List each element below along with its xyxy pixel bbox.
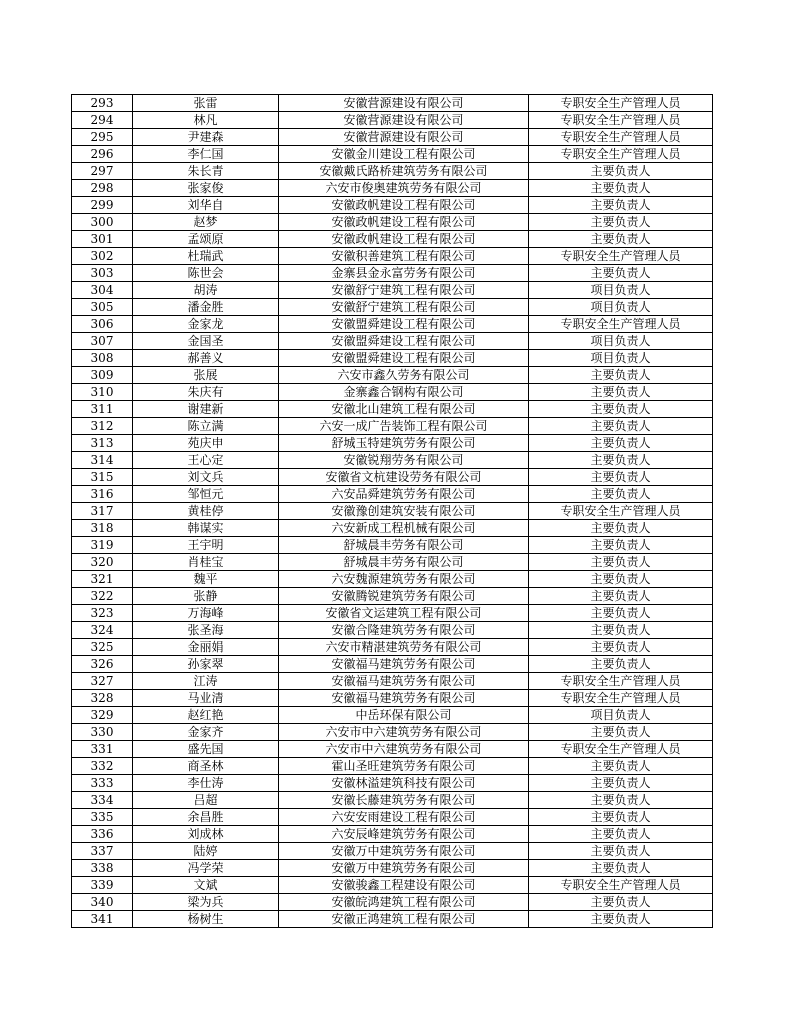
table-row xyxy=(72,673,713,690)
company-name-cell: 舒城晨丰劳务有限公司 xyxy=(279,537,529,554)
table-row xyxy=(72,792,713,809)
table-row xyxy=(72,554,713,571)
table-row xyxy=(72,163,713,180)
company-name-cell: 金寨县金永富劳务有限公司 xyxy=(279,265,529,282)
company-name-cell: 六安一成广告装饰工程有限公司 xyxy=(279,418,529,435)
table-row xyxy=(72,180,713,197)
person-name-cell: 张静 xyxy=(133,588,279,605)
company-name-cell: 金寨鑫合钢构有限公司 xyxy=(279,384,529,401)
company-name-cell: 安徽福马建筑劳务有限公司 xyxy=(279,690,529,707)
person-name-cell: 梁为兵 xyxy=(133,894,279,911)
table-row xyxy=(72,384,713,401)
person-name-cell: 黄桂停 xyxy=(133,503,279,520)
row-number-cell: 322 xyxy=(72,588,133,605)
company-name-cell: 安徽戴氏路桥建筑劳务有限公司 xyxy=(279,163,529,180)
row-number-cell: 297 xyxy=(72,163,133,180)
row-number-cell: 336 xyxy=(72,826,133,843)
role-cell: 主要负责人 xyxy=(529,826,713,843)
role-cell: 专职安全生产管理人员 xyxy=(529,112,713,129)
table-row xyxy=(72,894,713,911)
company-name-cell: 六安辰峰建筑劳务有限公司 xyxy=(279,826,529,843)
table-row xyxy=(72,299,713,316)
row-number-cell: 317 xyxy=(72,503,133,520)
company-name-cell: 安徽腾锐建筑劳务有限公司 xyxy=(279,588,529,605)
row-number-cell: 295 xyxy=(72,129,133,146)
company-name-cell: 安徽长藤建筑劳务有限公司 xyxy=(279,792,529,809)
role-cell: 项目负责人 xyxy=(529,333,713,350)
row-number-cell: 309 xyxy=(72,367,133,384)
person-name-cell: 魏平 xyxy=(133,571,279,588)
row-number-cell: 313 xyxy=(72,435,133,452)
row-number-cell: 306 xyxy=(72,316,133,333)
table-row xyxy=(72,231,713,248)
company-name-cell: 安徽盟舜建设工程有限公司 xyxy=(279,316,529,333)
role-cell: 主要负责人 xyxy=(529,792,713,809)
role-cell: 主要负责人 xyxy=(529,724,713,741)
person-name-cell: 谢建新 xyxy=(133,401,279,418)
row-number-cell: 293 xyxy=(72,95,133,112)
table-row xyxy=(72,214,713,231)
person-name-cell: 郝善义 xyxy=(133,350,279,367)
row-number-cell: 320 xyxy=(72,554,133,571)
company-name-cell: 安徽政帆建设工程有限公司 xyxy=(279,214,529,231)
company-name-cell: 舒城晨丰劳务有限公司 xyxy=(279,554,529,571)
row-number-cell: 332 xyxy=(72,758,133,775)
role-cell: 专职安全生产管理人员 xyxy=(529,316,713,333)
person-name-cell: 胡涛 xyxy=(133,282,279,299)
role-cell: 主要负责人 xyxy=(529,639,713,656)
row-number-cell: 302 xyxy=(72,248,133,265)
person-name-cell: 陈世会 xyxy=(133,265,279,282)
role-cell: 项目负责人 xyxy=(529,299,713,316)
person-name-cell: 余昌胜 xyxy=(133,809,279,826)
table-row xyxy=(72,656,713,673)
table-row xyxy=(72,129,713,146)
company-name-cell: 安徽营源建设有限公司 xyxy=(279,129,529,146)
company-name-cell: 安徽营源建设有限公司 xyxy=(279,95,529,112)
row-number-cell: 310 xyxy=(72,384,133,401)
role-cell: 主要负责人 xyxy=(529,452,713,469)
role-cell: 主要负责人 xyxy=(529,197,713,214)
person-name-cell: 金丽娟 xyxy=(133,639,279,656)
role-cell: 项目负责人 xyxy=(529,707,713,724)
role-cell: 主要负责人 xyxy=(529,469,713,486)
company-name-cell: 安徽锐翔劳务有限公司 xyxy=(279,452,529,469)
row-number-cell: 326 xyxy=(72,656,133,673)
company-name-cell: 安徽北山建筑工程有限公司 xyxy=(279,401,529,418)
table-row xyxy=(72,95,713,112)
role-cell: 主要负责人 xyxy=(529,537,713,554)
company-name-cell: 安徽省文杭建设劳务有限公司 xyxy=(279,469,529,486)
role-cell: 专职安全生产管理人员 xyxy=(529,741,713,758)
person-name-cell: 赵红艳 xyxy=(133,707,279,724)
personnel-table xyxy=(71,94,713,928)
role-cell: 主要负责人 xyxy=(529,163,713,180)
company-name-cell: 安徽金川建设工程有限公司 xyxy=(279,146,529,163)
role-cell: 专职安全生产管理人员 xyxy=(529,690,713,707)
table-row xyxy=(72,724,713,741)
company-name-cell: 安徽盟舜建设工程有限公司 xyxy=(279,350,529,367)
role-cell: 主要负责人 xyxy=(529,265,713,282)
table-row xyxy=(72,622,713,639)
company-name-cell: 六安安雨建设工程有限公司 xyxy=(279,809,529,826)
person-name-cell: 邹恒元 xyxy=(133,486,279,503)
company-name-cell: 舒城玉特建筑劳务有限公司 xyxy=(279,435,529,452)
company-name-cell: 六安魏源建筑劳务有限公司 xyxy=(279,571,529,588)
company-name-cell: 六安品舜建筑劳务有限公司 xyxy=(279,486,529,503)
row-number-cell: 329 xyxy=(72,707,133,724)
role-cell: 主要负责人 xyxy=(529,775,713,792)
person-name-cell: 林凡 xyxy=(133,112,279,129)
table-row xyxy=(72,282,713,299)
role-cell: 主要负责人 xyxy=(529,622,713,639)
role-cell: 主要负责人 xyxy=(529,401,713,418)
row-number-cell: 337 xyxy=(72,843,133,860)
row-number-cell: 327 xyxy=(72,673,133,690)
person-name-cell: 万海峰 xyxy=(133,605,279,622)
role-cell: 主要负责人 xyxy=(529,418,713,435)
row-number-cell: 315 xyxy=(72,469,133,486)
row-number-cell: 319 xyxy=(72,537,133,554)
person-name-cell: 刘文兵 xyxy=(133,469,279,486)
table-row xyxy=(72,265,713,282)
person-name-cell: 刘华自 xyxy=(133,197,279,214)
company-name-cell: 安徽营源建设有限公司 xyxy=(279,112,529,129)
role-cell: 主要负责人 xyxy=(529,894,713,911)
table-row xyxy=(72,367,713,384)
company-name-cell: 安徽合隆建筑劳务有限公司 xyxy=(279,622,529,639)
company-name-cell: 六安市精湛建筑劳务有限公司 xyxy=(279,639,529,656)
role-cell: 专职安全生产管理人员 xyxy=(529,503,713,520)
role-cell: 主要负责人 xyxy=(529,554,713,571)
row-number-cell: 341 xyxy=(72,911,133,928)
company-name-cell: 安徽正鸿建筑工程有限公司 xyxy=(279,911,529,928)
company-name-cell: 安徽政帆建设工程有限公司 xyxy=(279,197,529,214)
person-name-cell: 孙家翠 xyxy=(133,656,279,673)
table-row xyxy=(72,911,713,928)
row-number-cell: 321 xyxy=(72,571,133,588)
company-name-cell: 安徽盟舜建设工程有限公司 xyxy=(279,333,529,350)
person-name-cell: 金家齐 xyxy=(133,724,279,741)
table-row xyxy=(72,197,713,214)
table-row xyxy=(72,520,713,537)
person-name-cell: 金家龙 xyxy=(133,316,279,333)
personnel-table-body xyxy=(72,95,713,928)
role-cell: 主要负责人 xyxy=(529,214,713,231)
row-number-cell: 323 xyxy=(72,605,133,622)
table-row xyxy=(72,112,713,129)
table-row xyxy=(72,333,713,350)
company-name-cell: 安徽省文运建筑工程有限公司 xyxy=(279,605,529,622)
person-name-cell: 肖桂宝 xyxy=(133,554,279,571)
company-name-cell: 安徽舒宁建筑工程有限公司 xyxy=(279,299,529,316)
role-cell: 主要负责人 xyxy=(529,435,713,452)
person-name-cell: 苑庆申 xyxy=(133,435,279,452)
role-cell: 主要负责人 xyxy=(529,231,713,248)
role-cell: 主要负责人 xyxy=(529,180,713,197)
person-name-cell: 朱庆有 xyxy=(133,384,279,401)
row-number-cell: 340 xyxy=(72,894,133,911)
table-row xyxy=(72,809,713,826)
role-cell: 主要负责人 xyxy=(529,843,713,860)
row-number-cell: 316 xyxy=(72,486,133,503)
row-number-cell: 304 xyxy=(72,282,133,299)
person-name-cell: 朱长青 xyxy=(133,163,279,180)
table-row xyxy=(72,503,713,520)
person-name-cell: 冯学荣 xyxy=(133,860,279,877)
row-number-cell: 303 xyxy=(72,265,133,282)
table-row xyxy=(72,741,713,758)
person-name-cell: 盛先国 xyxy=(133,741,279,758)
table-row xyxy=(72,758,713,775)
person-name-cell: 金国圣 xyxy=(133,333,279,350)
table-row xyxy=(72,401,713,418)
table-row xyxy=(72,826,713,843)
person-name-cell: 马业清 xyxy=(133,690,279,707)
table-row xyxy=(72,435,713,452)
person-name-cell: 赵梦 xyxy=(133,214,279,231)
person-name-cell: 张雷 xyxy=(133,95,279,112)
row-number-cell: 294 xyxy=(72,112,133,129)
role-cell: 专职安全生产管理人员 xyxy=(529,95,713,112)
role-cell: 专职安全生产管理人员 xyxy=(529,146,713,163)
company-name-cell: 安徽骏鑫工程建设有限公司 xyxy=(279,877,529,894)
person-name-cell: 陈立满 xyxy=(133,418,279,435)
person-name-cell: 吕超 xyxy=(133,792,279,809)
row-number-cell: 328 xyxy=(72,690,133,707)
table-row xyxy=(72,350,713,367)
row-number-cell: 311 xyxy=(72,401,133,418)
table-row xyxy=(72,316,713,333)
person-name-cell: 张圣海 xyxy=(133,622,279,639)
row-number-cell: 312 xyxy=(72,418,133,435)
person-name-cell: 李仕涛 xyxy=(133,775,279,792)
person-name-cell: 文斌 xyxy=(133,877,279,894)
company-name-cell: 六安市鑫久劳务有限公司 xyxy=(279,367,529,384)
row-number-cell: 338 xyxy=(72,860,133,877)
row-number-cell: 334 xyxy=(72,792,133,809)
role-cell: 主要负责人 xyxy=(529,911,713,928)
company-name-cell: 安徽福马建筑劳务有限公司 xyxy=(279,656,529,673)
company-name-cell: 六安市中六建筑劳务有限公司 xyxy=(279,741,529,758)
company-name-cell: 安徽林溢建筑科技有限公司 xyxy=(279,775,529,792)
row-number-cell: 300 xyxy=(72,214,133,231)
company-name-cell: 六安市俊奥建筑劳务有限公司 xyxy=(279,180,529,197)
row-number-cell: 301 xyxy=(72,231,133,248)
company-name-cell: 安徽福马建筑劳务有限公司 xyxy=(279,673,529,690)
role-cell: 专职安全生产管理人员 xyxy=(529,248,713,265)
table-row xyxy=(72,877,713,894)
role-cell: 项目负责人 xyxy=(529,350,713,367)
person-name-cell: 江涛 xyxy=(133,673,279,690)
table-row xyxy=(72,690,713,707)
person-name-cell: 尹建森 xyxy=(133,129,279,146)
role-cell: 主要负责人 xyxy=(529,656,713,673)
row-number-cell: 314 xyxy=(72,452,133,469)
row-number-cell: 305 xyxy=(72,299,133,316)
role-cell: 专职安全生产管理人员 xyxy=(529,673,713,690)
person-name-cell: 潘金胜 xyxy=(133,299,279,316)
person-name-cell: 张展 xyxy=(133,367,279,384)
table-row xyxy=(72,418,713,435)
row-number-cell: 333 xyxy=(72,775,133,792)
table-row xyxy=(72,146,713,163)
person-name-cell: 杜瑞武 xyxy=(133,248,279,265)
person-name-cell: 王宇明 xyxy=(133,537,279,554)
row-number-cell: 331 xyxy=(72,741,133,758)
role-cell: 主要负责人 xyxy=(529,571,713,588)
row-number-cell: 307 xyxy=(72,333,133,350)
role-cell: 主要负责人 xyxy=(529,520,713,537)
row-number-cell: 318 xyxy=(72,520,133,537)
company-name-cell: 安徽豫创建筑安装有限公司 xyxy=(279,503,529,520)
row-number-cell: 298 xyxy=(72,180,133,197)
row-number-cell: 339 xyxy=(72,877,133,894)
role-cell: 主要负责人 xyxy=(529,486,713,503)
table-row xyxy=(72,452,713,469)
row-number-cell: 324 xyxy=(72,622,133,639)
table-row xyxy=(72,639,713,656)
role-cell: 主要负责人 xyxy=(529,384,713,401)
role-cell: 专职安全生产管理人员 xyxy=(529,129,713,146)
company-name-cell: 安徽皖鸿建筑工程有限公司 xyxy=(279,894,529,911)
row-number-cell: 335 xyxy=(72,809,133,826)
table-row xyxy=(72,248,713,265)
table-row xyxy=(72,707,713,724)
role-cell: 主要负责人 xyxy=(529,588,713,605)
company-name-cell: 霍山圣旺建筑劳务有限公司 xyxy=(279,758,529,775)
company-name-cell: 安徽政帆建设工程有限公司 xyxy=(279,231,529,248)
row-number-cell: 296 xyxy=(72,146,133,163)
row-number-cell: 325 xyxy=(72,639,133,656)
company-name-cell: 中岳环保有限公司 xyxy=(279,707,529,724)
role-cell: 项目负责人 xyxy=(529,282,713,299)
role-cell: 主要负责人 xyxy=(529,860,713,877)
person-name-cell: 陆婷 xyxy=(133,843,279,860)
company-name-cell: 六安新成工程机械有限公司 xyxy=(279,520,529,537)
table-row xyxy=(72,588,713,605)
table-row xyxy=(72,571,713,588)
person-name-cell: 李仁国 xyxy=(133,146,279,163)
person-name-cell: 张家俊 xyxy=(133,180,279,197)
person-name-cell: 韩谋实 xyxy=(133,520,279,537)
company-name-cell: 六安市中六建筑劳务有限公司 xyxy=(279,724,529,741)
company-name-cell: 安徽万中建筑劳务有限公司 xyxy=(279,843,529,860)
row-number-cell: 299 xyxy=(72,197,133,214)
role-cell: 主要负责人 xyxy=(529,758,713,775)
person-name-cell: 刘成林 xyxy=(133,826,279,843)
person-name-cell: 王心定 xyxy=(133,452,279,469)
company-name-cell: 安徽舒宁建筑工程有限公司 xyxy=(279,282,529,299)
table-row xyxy=(72,843,713,860)
table-row xyxy=(72,469,713,486)
table-row xyxy=(72,537,713,554)
role-cell: 主要负责人 xyxy=(529,367,713,384)
table-row xyxy=(72,486,713,503)
role-cell: 专职安全生产管理人员 xyxy=(529,877,713,894)
table-row xyxy=(72,605,713,622)
company-name-cell: 安徽积善建筑工程有限公司 xyxy=(279,248,529,265)
role-cell: 主要负责人 xyxy=(529,809,713,826)
row-number-cell: 308 xyxy=(72,350,133,367)
person-name-cell: 商圣林 xyxy=(133,758,279,775)
company-name-cell: 安徽万中建筑劳务有限公司 xyxy=(279,860,529,877)
row-number-cell: 330 xyxy=(72,724,133,741)
person-name-cell: 孟颂原 xyxy=(133,231,279,248)
table-row xyxy=(72,860,713,877)
table-row xyxy=(72,775,713,792)
person-name-cell: 杨树生 xyxy=(133,911,279,928)
role-cell: 主要负责人 xyxy=(529,605,713,622)
